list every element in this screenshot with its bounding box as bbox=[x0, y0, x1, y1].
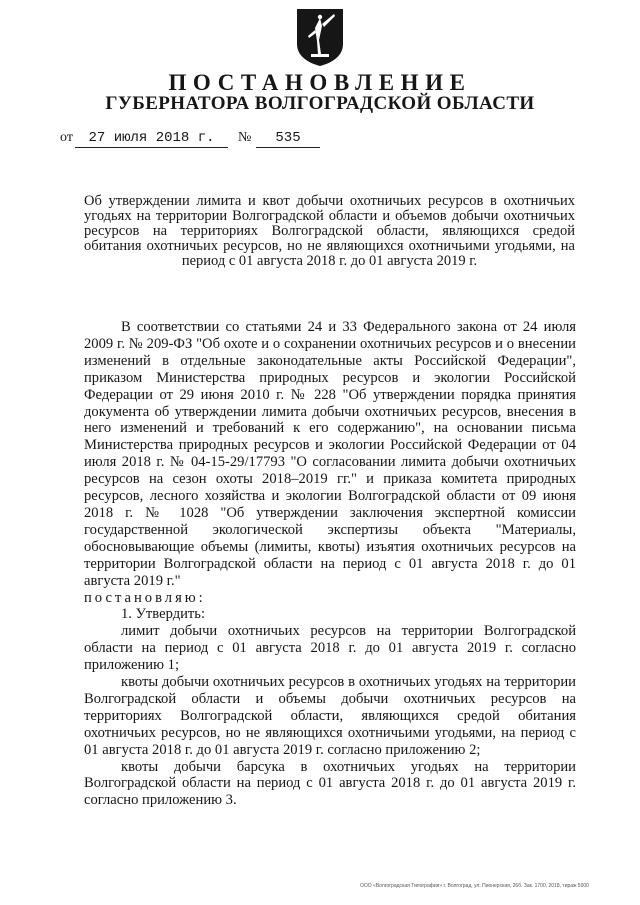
document-body bbox=[84, 319, 576, 809]
preamble-paragraph: В соответствии со статьями 24 и 33 Федерального закона от 24 июля 2009 г. № 209-ФЗ "Об охоте и о сохранении охотничьих ресурсов и о внесении изменений в отдельные законодательные акты Российской Федерации", приказом Министерства природных ресурсов и экологии Российской Федерации от 29 июня 2010 г. № 228 "Об утверждении порядка принятия документа об утверждении лимита добычи охотничьих ресурсов, внесения в него изменений и требований к его содержанию", на основании письма Министерства природных ресурсов и экологии Российской Федерации от 04 июля 2018 г. № 04-15-29/17793 "О согласовании лимита добычи охотничьих ресурсов на сезон охоты 2018–2019 гг." и приказа комитета природных ресурсов, лесного хозяйства и экологии Волгоградской области от 09 июня 2018 г. № 1028 "Об утверждении заключения экспертной комиссии государственной экологической экспертизы объекта "Материалы, обосновывающие объемы (лимиты, квоты) изъятия охотничьих ресурсов на территории Волгоградской области на период с 01 августа 2018 г. до 01 августа 2019 г." bbox=[84, 319, 576, 589]
document-subject: Об утверждении лимита и квот добычи охотничьих ресурсов в охотничьих угодьях на территории Волгоградской области и объемов добычи охотничьих ресурсов на территориях Волгоградской области, являющихся средой обитания охотничьих ресурсов, но не являющихся охотничьими угодьями, на период с 01 августа 2018 г. до 01 августа 2019 г. bbox=[84, 193, 575, 269]
resolves-keyword: постановляю: bbox=[84, 589, 206, 606]
item-1-heading: 1. Утвердить: bbox=[121, 606, 206, 623]
issuing-authority: ГУБЕРНАТОРА ВОЛГОГРАДСКОЙ ОБЛАСТИ bbox=[105, 93, 535, 114]
item-1a-paragraph: лимит добычи охотничьих ресурсов на территории Волгоградской области на период с 01 августа 2018 г. до 01 августа 2019 г. согласно приложению 1; bbox=[84, 623, 576, 674]
document-number: 535 bbox=[256, 130, 320, 148]
volgograd-coat-of-arms-icon bbox=[294, 6, 346, 68]
item-1c-paragraph: квоты добычи барсука в охотничьих угодьях на территории Волгоградской области на период с 01 августа 2018 г. до 01 августа 2019 г. согласно приложению 3. bbox=[84, 758, 576, 809]
document-meta bbox=[0, 130, 640, 152]
document-title: ПОСТАНОВЛЕНИЕ bbox=[168, 70, 472, 95]
number-prefix: № bbox=[238, 130, 252, 145]
document-date: 27 июля 2018 г. bbox=[75, 130, 228, 148]
print-footer: ООО «Волгоградская Типография» г. Волгоград, ул. Пионерская, 26б. Зак. 1700, 2018, тираж 5000 bbox=[360, 883, 589, 889]
date-prefix: от bbox=[60, 130, 73, 145]
item-1b-paragraph: квоты добычи охотничьих ресурсов в охотничьих угодьях на территории Волгоградской области и объемы добычи охотничьих ресурсов на территориях Волгоградской области, являющихся средой обитания охотничьих ресурсов, но не являющихся охотничьими угодьями, на период с 01 августа 2018 г. до 01 августа 2019 г. согласно приложению 2; bbox=[84, 674, 576, 758]
